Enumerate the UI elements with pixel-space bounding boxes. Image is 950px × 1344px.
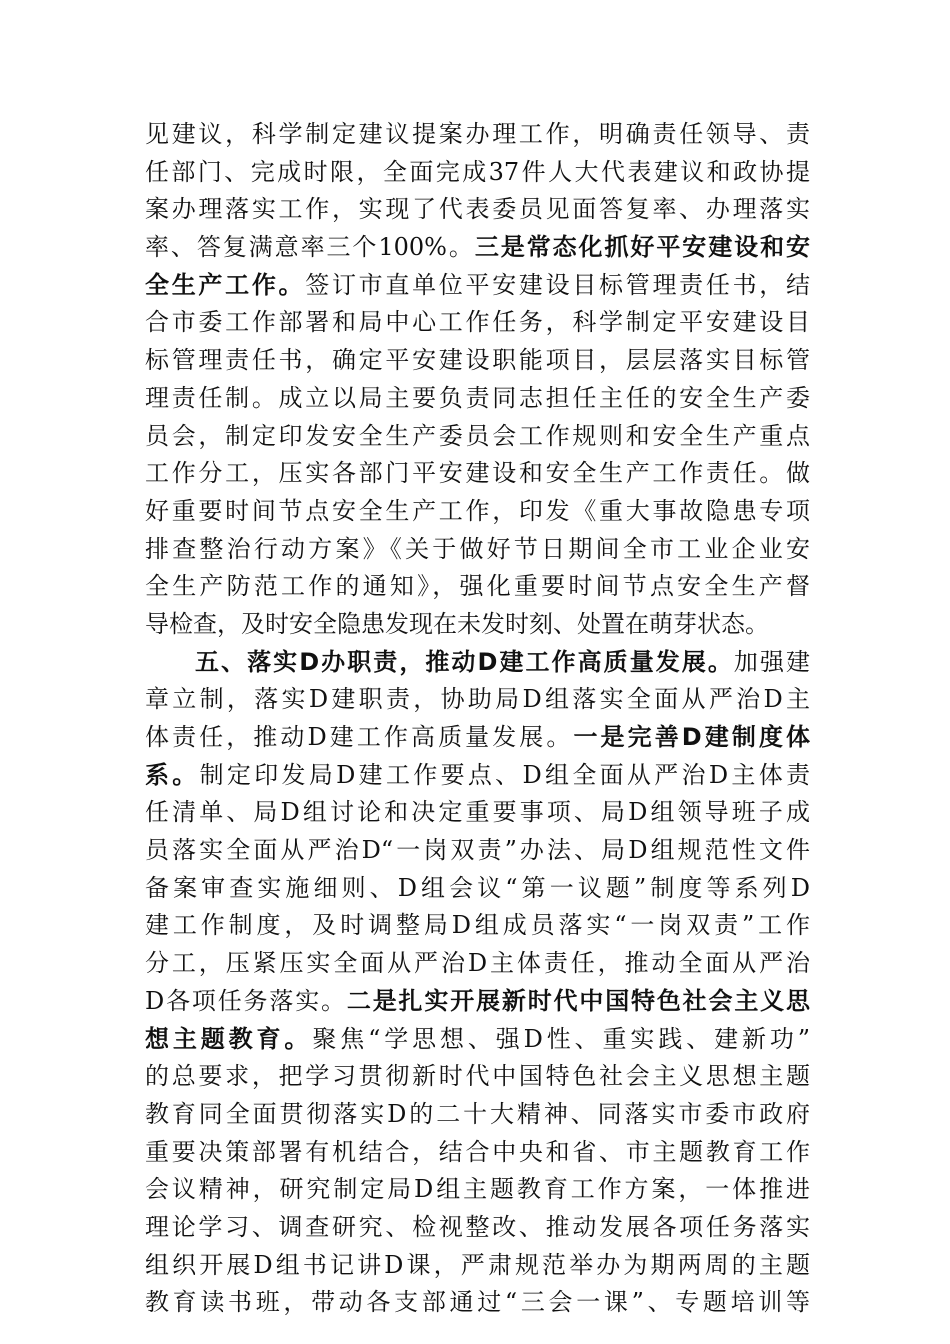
- text-segment: 见建议，科学制定建议提案办理工作，明确责任领导、责: [145, 120, 810, 148]
- text-line: [145, 681, 810, 719]
- text-segment: 备案审查实施细则、D组会议“第一议题”制度等系列D: [145, 873, 810, 902]
- text-segment: 好重要时间节点安全生产工作，印发《重大事故隐患专项: [145, 496, 810, 525]
- text-segment: 分工，压紧压实全面从严治D主体责任，推动全面从严治: [145, 949, 810, 978]
- text-line: [145, 568, 810, 606]
- text-segment: D各项任务落实。: [145, 986, 347, 1015]
- text-segment: 理责任制。成立以局主要负责同志担任主任的安全生产委: [145, 383, 810, 412]
- text-segment: 员会，制定印发安全生产委员会工作规则和安全生产重点: [145, 421, 810, 450]
- text-segment: 案办理落实工作，实现了代表委员见面答复率、办理落实: [145, 195, 810, 224]
- text-segment: 标管理责任书，确定平安建设职能项目，层层落实目标管: [145, 346, 810, 375]
- text-segment: 聚焦“学思想、强D性、重实践、建新功”: [312, 1024, 810, 1053]
- bold-text-segment: 三是常态化抓好平安建设和安: [474, 233, 810, 262]
- text-segment: 任清单、局D组讨论和决定重要事项、局D组领导班子成: [145, 798, 810, 827]
- text-segment: 章立制，落实D建职责，协助局D组落实全面从严治D主: [145, 685, 810, 714]
- text-line: [145, 719, 810, 757]
- text-line: [145, 191, 810, 229]
- text-line: [145, 606, 810, 644]
- text-segment: 制定印发局D建工作要点、D组全面从严治D主体责: [199, 760, 810, 789]
- text-segment: 全生产防范工作的通知》，强化重要时间节点安全生产督: [145, 572, 810, 601]
- bold-text-segment: 全生产工作。: [145, 270, 306, 299]
- text-line: [145, 644, 810, 682]
- text-segment: 理论学习、调查研究、检视整改、推动发展各项任务落实: [145, 1212, 810, 1241]
- text-segment: 重要决策部署有机结合，结合中央和省、市主题教育工作: [145, 1137, 810, 1166]
- bold-text-segment: 系。: [145, 760, 200, 789]
- text-line: [145, 1134, 810, 1172]
- bold-text-segment: 想主题教育。: [145, 1024, 313, 1053]
- text-line: [145, 1247, 810, 1285]
- text-line: [145, 1058, 810, 1096]
- text-line: [145, 1171, 810, 1209]
- text-line: [145, 418, 810, 456]
- bold-text-segment: 二是扎实开展新时代中国特色社会主义思: [346, 986, 810, 1015]
- text-line: [145, 267, 810, 305]
- text-segment: 建工作制度，及时调整局D组成员落实“一岗双责”工作: [145, 911, 810, 940]
- text-segment: 体责任，推动D建工作高质量发展。: [145, 723, 574, 751]
- text-segment: 排查整治行动方案》《关于做好节日期间全市工业企业安: [145, 534, 810, 563]
- text-line: [145, 304, 810, 342]
- text-segment: 员落实全面从严治D“一岗双责”办法、局D组规范性文件: [145, 836, 810, 865]
- text-segment: 率、答复满意率三个100%。: [145, 233, 475, 262]
- bold-text-segment: 一是完善D建制度体: [573, 723, 810, 751]
- text-line: [145, 154, 810, 192]
- text-segment: 合市委工作部署和局中心工作任务，科学制定平安建设目: [145, 308, 810, 337]
- body-text: [145, 116, 810, 1322]
- text-line: [145, 455, 810, 493]
- text-line: [145, 531, 810, 569]
- text-line: [145, 794, 810, 832]
- text-line: [145, 116, 810, 154]
- text-segment: 组织开展D组书记讲D课，严肃规范举办为期两周的主题: [145, 1250, 810, 1279]
- text-segment: 加强建: [733, 647, 810, 676]
- text-line: [145, 493, 810, 531]
- text-line: [145, 229, 810, 267]
- text-segment: 导检查，及时安全隐患发现在未发时刻、处置在萌芽状态。: [145, 609, 769, 638]
- text-line: [145, 342, 810, 380]
- text-segment: 签订市直单位平安建设目标管理责任书，结: [305, 270, 810, 299]
- text-segment: 任部门、完成时限，全面完成37件人大代表建议和政协提: [145, 157, 810, 186]
- text-segment: 教育同全面贯彻落实D的二十大精神、同落实市委市政府: [145, 1099, 810, 1128]
- text-line: [145, 1284, 810, 1322]
- text-segment: 的总要求，把学习贯彻新时代中国特色社会主义思想主题: [145, 1062, 810, 1091]
- text-line: [145, 380, 810, 418]
- text-line: [145, 1096, 810, 1134]
- text-line: [145, 870, 810, 908]
- text-segment: 工作分工，压实各部门平安建设和安全生产工作责任。做: [145, 459, 810, 488]
- text-line: [145, 907, 810, 945]
- text-segment: 教育读书班，带动各支部通过“三会一课”、专题培训等: [145, 1288, 810, 1317]
- text-line: [145, 983, 810, 1021]
- text-line: [145, 832, 810, 870]
- text-segment: 会议精神，研究制定局D组主题教育工作方案，一体推进: [145, 1175, 810, 1204]
- bold-text-segment: 五、落实D办职责，推动D建工作高质量发展。: [195, 647, 734, 676]
- text-line: [145, 1021, 810, 1059]
- text-line: [145, 757, 810, 795]
- text-line: [145, 945, 810, 983]
- text-line: [145, 1209, 810, 1247]
